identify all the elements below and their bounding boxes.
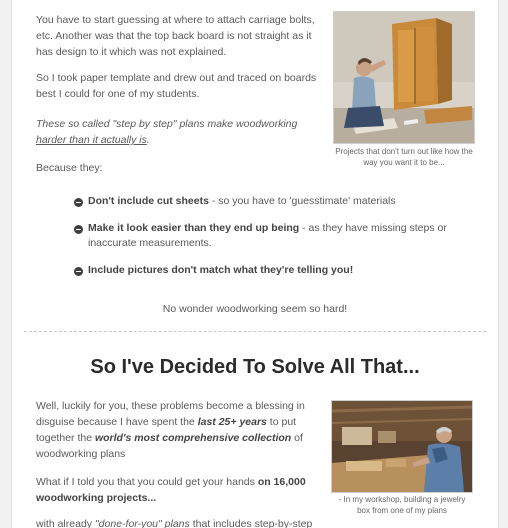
- section-divider: [24, 331, 486, 332]
- paragraph-paper-template: So I took paper template and drew out and traced on boards best I could for one of my students.: [36, 72, 317, 100]
- section-heading: So I've Decided To Solve All That...: [90, 356, 420, 378]
- wardrobe-caption: Projects that don't turn out like how the way you want it to be...: [335, 147, 473, 167]
- paragraph-blessing: Well, luckily for you, these problems become a blessing in disguise because I have spent the last 25+ years to put together the world's most comprehensive collection of woodworking plans: [36, 400, 305, 460]
- paragraph-step-by-step: These so called "step by step" plans make woodworking harder than it actually is.: [36, 118, 298, 146]
- workshop-image: [332, 401, 472, 492]
- workshop-photo: [331, 400, 473, 493]
- paragraph-16000-projects: What if I told you that you could get your hands on 16,000 woodworking projects...: [36, 476, 306, 504]
- harder-link[interactable]: harder than it actually is: [36, 134, 147, 146]
- problem-list: [74, 194, 454, 290]
- failed-wardrobe-photo: [333, 11, 475, 144]
- because-label: Because they:: [36, 162, 103, 174]
- minus-circle-icon: [74, 267, 83, 276]
- paragraph-done-for-you: with already "done-for-you" plans that includes step-by-step: [36, 518, 313, 528]
- minus-circle-icon: [74, 225, 83, 234]
- minus-circle-icon: [74, 198, 83, 207]
- content-column: [11, 0, 499, 528]
- list-item: Make it look easier than they end up being - as they have missing steps or inaccurate measurements.: [74, 221, 454, 251]
- paragraph-carriage-bolts: You have to start guessing at where to attach carriage bolts, etc. Another was that the top back board is not straight as it has design to it which was not explained.: [36, 14, 315, 58]
- conclusion-text: No wonder woodworking seem so hard!: [162, 303, 348, 315]
- wardrobe-image: [334, 12, 474, 143]
- list-item: Don't include cut sheets - so you have to 'guesstimate' materials: [74, 194, 454, 209]
- list-item: Include pictures don't match what they're telling you!: [74, 263, 454, 278]
- workshop-caption: - In my workshop, building a jewelry box from one of my plans: [338, 495, 466, 515]
